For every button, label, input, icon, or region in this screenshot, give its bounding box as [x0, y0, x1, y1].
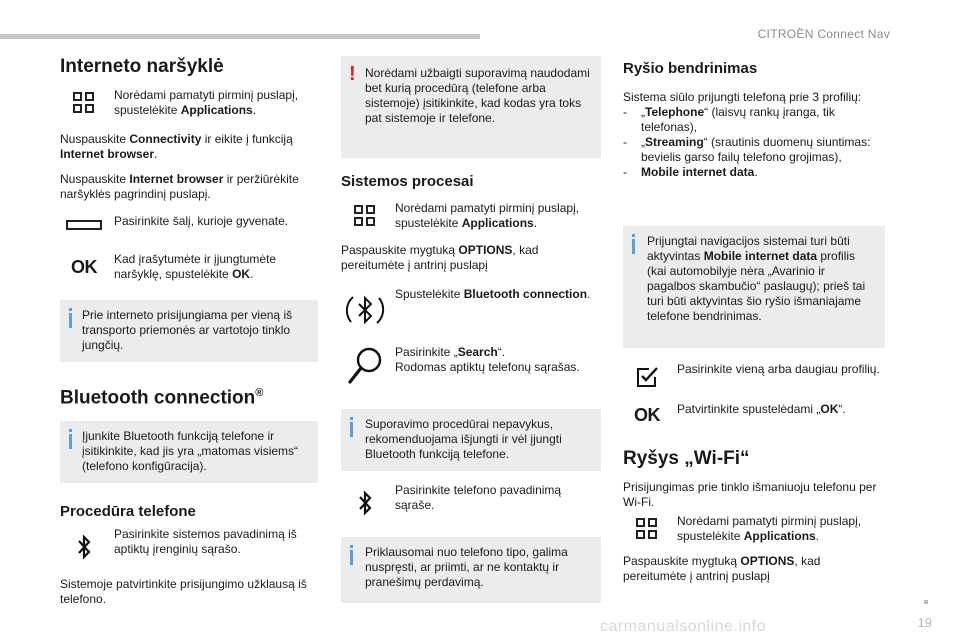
info-icon: [632, 234, 635, 254]
sharing-intro: Sistema siūlo prijungti telefoną prie 3 profilių:: [623, 90, 862, 104]
country-text: Pasirinkite šalį, kurioje gyvenate.: [114, 214, 289, 228]
info-icon: [69, 308, 72, 328]
applications-step: [623, 514, 885, 544]
country-step: [60, 214, 318, 236]
applications-text: Norėdami pamatyti pirminį puslapį, spustelėkite Applications.: [395, 201, 580, 230]
info-icon: [350, 417, 353, 437]
bluetooth-icon: [60, 527, 108, 567]
column-3: [623, 56, 885, 584]
bluetooth-heading: Bluetooth connection®: [60, 387, 264, 409]
info-box-pairing: Suporavimo procedūrai nepavykus, rekomenduojama išjungti ir vėl įjungti Bluetooth funkciją telefone.: [341, 409, 601, 471]
bluetooth-icon: [341, 483, 389, 523]
info-box-mobile-data: Prijungtai navigacijos sistemai turi būti aktyvintas Mobile internet data profilis (kai automobilyje nėra „Avarinio ir pagalbos skambučio“ paslaugų); prieš tai turi būti aktyvintas šio ryšio išmaniajame telefone bendrinimas.: [623, 226, 885, 348]
choose-phone-text: Pasirinkite telefono pavadinimą sąraše.: [395, 483, 562, 512]
sharing-heading: Ryšio bendrinimas: [623, 60, 758, 77]
page-marker: [924, 600, 928, 604]
bluetooth-connection-text: Spustelėkite Bluetooth connection.: [395, 287, 591, 301]
ok-step: [623, 402, 885, 428]
procedure-text: Pasirinkite sistemos pavadinimą iš aptiktų įrenginių sąrašo.: [114, 527, 297, 557]
search-icon: [341, 345, 389, 387]
header-rule: [0, 34, 480, 39]
profile-item: - „Telephone“ (laisvų rankų įranga, tik telefonas),: [623, 105, 885, 135]
options-text: Paspauskite mygtuką OPTIONS, kad pereitumėte į antrinį puslapį: [341, 243, 539, 272]
connectivity-text: Nuspauskite Connectivity ir eikite į funkciją Internet browser.: [60, 132, 293, 161]
applications-step: [60, 88, 318, 118]
ok-text: Patvirtinkite spustelėdami „OK“.: [677, 402, 846, 416]
profile-item: - „Streaming“ (srautinis duomenų siuntimas: bevielis garso failų telefono grojimas),: [623, 135, 885, 165]
system-heading: Sistemos procesai: [341, 173, 474, 190]
search-step: [341, 345, 601, 387]
select-profiles-step: [623, 362, 885, 392]
internet-browser-text: Nuspauskite Internet browser ir peržiūrėkite naršyklės pagrindinį puslapį.: [60, 172, 299, 201]
choose-phone-step: [341, 483, 601, 523]
column-2: [341, 56, 601, 603]
grid-icon: [341, 201, 389, 231]
ok-text: Kad įrašytumėte ir įjungtumėte naršyklę, spustelėkite OK.: [114, 252, 277, 281]
confirm-text: Sistemoje patvirtinkite prisijungimo užklausą iš telefono.: [60, 577, 307, 607]
select-profiles-text: Pasirinkite vieną arba daugiau profilių.: [677, 362, 880, 376]
wifi-heading: Ryšys „Wi-Fi“: [623, 448, 750, 469]
search-text: Pasirinkite „Search“. Rodomas aptiktų telefonų sąrašas.: [395, 345, 580, 374]
ok-icon: OK: [71, 256, 97, 277]
checkbox-icon: [623, 362, 671, 392]
bluetooth-connection-step: [341, 287, 601, 333]
info-icon: [69, 429, 72, 449]
grid-icon: [623, 514, 671, 544]
applications-text: Norėdami pamatyti pirminį puslapį, spustelėkite Applications.: [677, 514, 862, 543]
options-text: Paspauskite mygtuką OPTIONS, kad pereitumėte į antrinį puslapį: [623, 554, 821, 583]
info-box-bluetooth: Įjunkite Bluetooth funkciją telefone ir įsitikinkite, kad jis yra „matomas visiems“ (telefono konfigūracija).: [60, 421, 318, 483]
procedure-step: [60, 527, 318, 567]
profile-item: - Mobile internet data.: [623, 165, 885, 180]
browser-heading: Interneto naršyklė: [60, 56, 224, 77]
warning-box: ! Norėdami užbaigti suporavimą naudodami bet kurią procedūrą (telefone arba sistemoje) įsitikinkite, kad kodas yra toks pat sistemoje ir telefone.: [341, 56, 601, 158]
applications-text: Norėdami pamatyti pirminį puslapį, spustelėkite Applications.: [114, 88, 299, 117]
applications-step: [341, 201, 601, 231]
wifi-intro: Prisijungimas prie tinklo išmaniuoju telefonu per Wi-Fi.: [623, 480, 877, 509]
warning-icon: !: [349, 63, 356, 85]
header-title: CITROËN Connect Nav: [757, 27, 890, 41]
grid-icon: [60, 88, 108, 118]
ok-step: [60, 252, 318, 282]
info-box-internet: Prie interneto prisijungiama per vieną iš transporto priemonės ar vartotojo tinklo jungčių.: [60, 300, 318, 362]
page-number: 19: [917, 615, 932, 630]
bluetooth-connection-icon: [341, 287, 389, 333]
ok-icon: OK: [634, 404, 660, 425]
column-1: [60, 56, 318, 607]
procedure-heading: Procedūra telefone: [60, 503, 196, 521]
info-box-contacts: Priklausomai nuo telefono tipo, galima nuspręsti, ar priimti, ar ne kontaktų ir pranešimų perdavimą.: [341, 537, 601, 603]
button-bar-icon: [60, 214, 108, 236]
profile-list: [623, 105, 885, 180]
watermark: carmanualsonline.info: [600, 618, 767, 635]
info-icon: [350, 545, 353, 565]
